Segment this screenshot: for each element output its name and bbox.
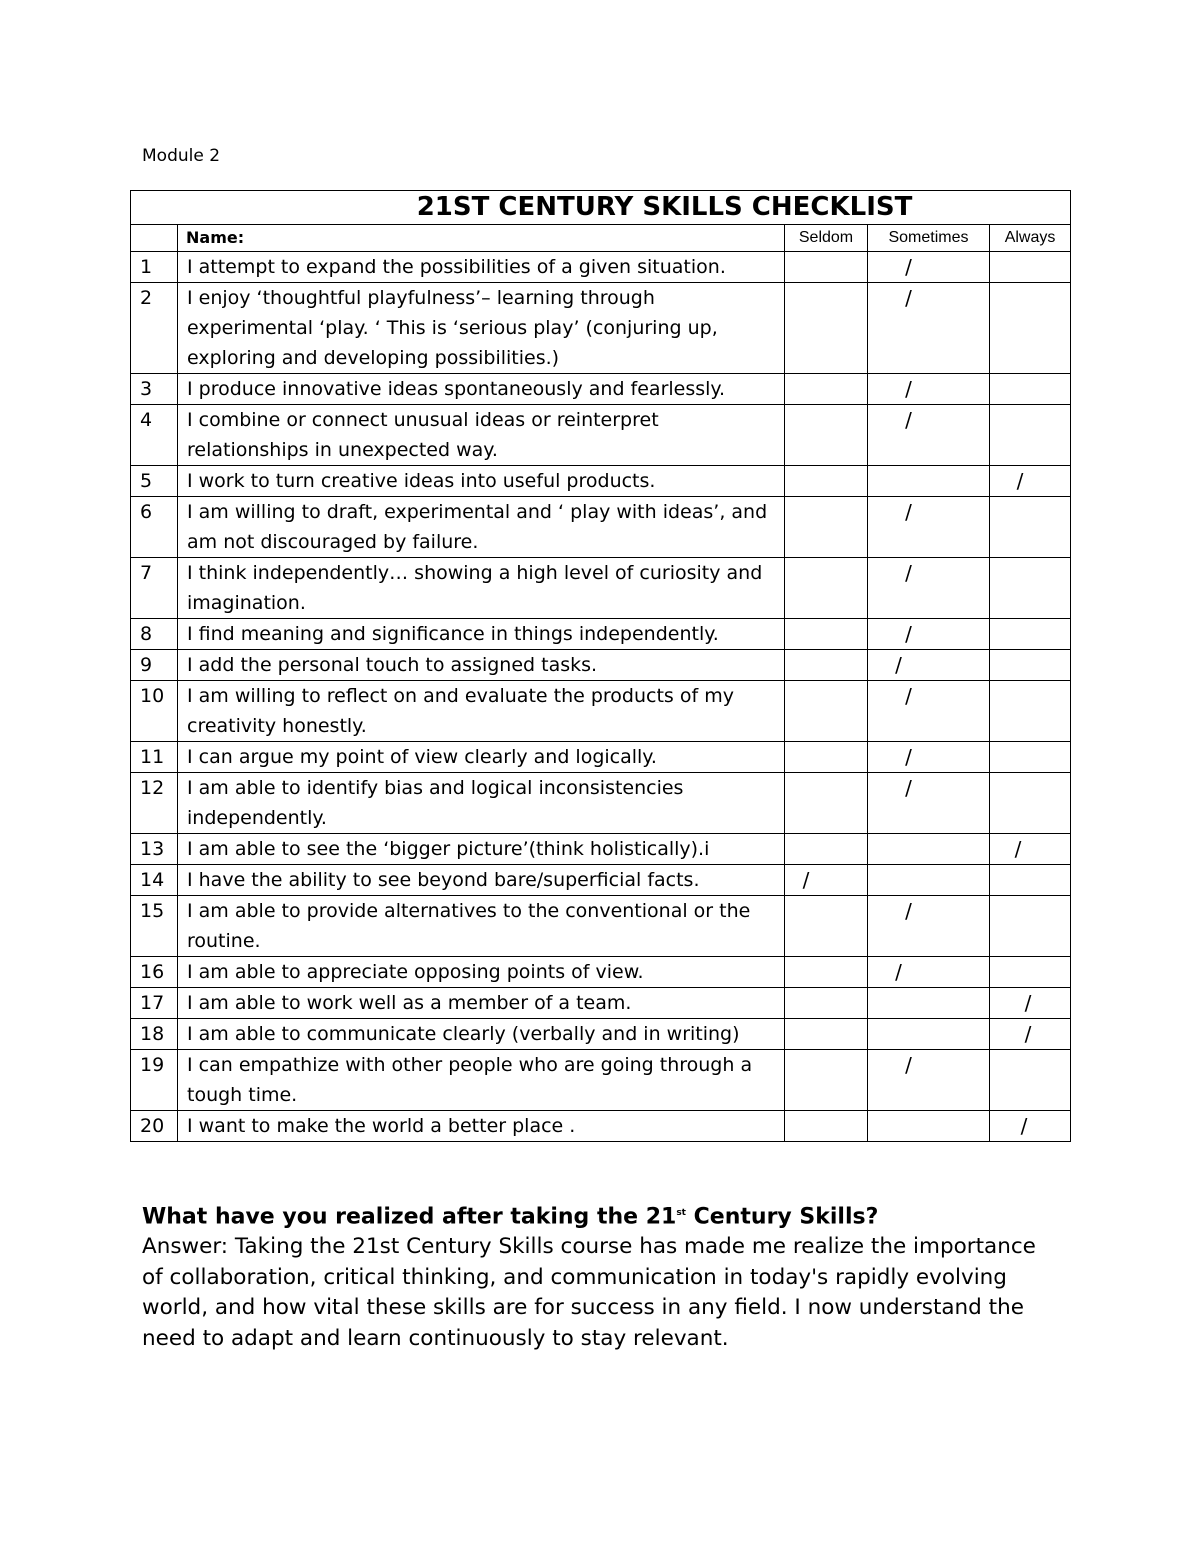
- rating-cell-sometimes: [868, 558, 990, 619]
- rating-cell-seldom: [785, 773, 868, 834]
- checklist-row: [131, 834, 1071, 865]
- rating-cell-seldom: [785, 283, 868, 374]
- item-number: 11: [131, 742, 178, 773]
- item-statement: I work to turn creative ideas into useful products.: [178, 466, 785, 497]
- item-number: 6: [131, 497, 178, 558]
- item-number: 4: [131, 405, 178, 466]
- rating-cell-seldom: [785, 988, 868, 1019]
- rating-cell-sometimes: [868, 834, 990, 865]
- item-number: 1: [131, 252, 178, 283]
- rating-cell-sometimes: [868, 988, 990, 1019]
- check-mark: /: [905, 684, 912, 708]
- check-mark: /: [1024, 991, 1032, 1015]
- item-statement: I find meaning and significance in things independently.: [178, 619, 785, 650]
- answer-paragraph: [142, 1232, 1042, 1354]
- item-statement: I attempt to expand the possibilities of a given situation.: [178, 252, 785, 283]
- checklist-row: [131, 681, 1071, 742]
- rating-cell-seldom: [785, 865, 868, 896]
- question-superscript: st: [676, 1208, 686, 1218]
- checklist-row: [131, 558, 1071, 619]
- rating-cell-always: [990, 773, 1071, 834]
- checklist-row: [131, 1111, 1071, 1142]
- item-statement: I am able to work well as a member of a team.: [178, 988, 785, 1019]
- item-number: 2: [131, 283, 178, 374]
- checklist-row: [131, 619, 1071, 650]
- rating-cell-sometimes: [868, 405, 990, 466]
- rating-cell-seldom: [785, 497, 868, 558]
- rating-cell-always: [990, 619, 1071, 650]
- checklist-row: [131, 252, 1071, 283]
- rating-cell-always: [990, 466, 1071, 497]
- number-header-cell: [131, 225, 178, 252]
- checklist-row: [131, 988, 1071, 1019]
- rating-cell-always: [990, 1111, 1071, 1142]
- question-text-prefix: What have you realized after taking the 21: [142, 1204, 677, 1230]
- item-statement: I think independently… showing a high level of curiosity and imagination.: [178, 558, 785, 619]
- rating-cell-seldom: [785, 619, 868, 650]
- rating-cell-seldom: [785, 650, 868, 681]
- rating-cell-seldom: [785, 252, 868, 283]
- checklist-row: [131, 466, 1071, 497]
- check-mark: /: [1024, 1022, 1032, 1046]
- item-number: 7: [131, 558, 178, 619]
- check-mark: /: [905, 377, 912, 401]
- checklist-row: [131, 1019, 1071, 1050]
- checklist-row: [131, 957, 1071, 988]
- checklist-row: [131, 896, 1071, 957]
- checklist-row: [131, 742, 1071, 773]
- rating-cell-always: [990, 558, 1071, 619]
- checklist-title: 21ST CENTURY SKILLS CHECKLIST: [416, 192, 913, 222]
- item-number: 3: [131, 374, 178, 405]
- rating-cell-seldom: [785, 1111, 868, 1142]
- check-mark: /: [905, 899, 912, 923]
- rating-cell-always: [990, 681, 1071, 742]
- item-statement: I am willing to draft, experimental and ‘ play with ideas’, and am not discouraged by failure.: [178, 497, 785, 558]
- check-mark: /: [905, 255, 912, 279]
- rating-cell-always: [990, 650, 1071, 681]
- rating-cell-always: [990, 834, 1071, 865]
- check-mark: /: [905, 408, 912, 432]
- item-statement: I am able to appreciate opposing points of view.: [178, 957, 785, 988]
- rating-cell-sometimes: [868, 742, 990, 773]
- rating-cell-always: [990, 1050, 1071, 1111]
- item-statement: I am willing to reflect on and evaluate the products of my creativity honestly.: [178, 681, 785, 742]
- item-statement: I am able to communicate clearly (verbally and in writing): [178, 1019, 785, 1050]
- check-mark: /: [905, 622, 912, 646]
- checklist-title-cell: [131, 191, 1071, 225]
- column-header-sometimes: Sometimes: [868, 225, 990, 252]
- item-statement: I add the personal touch to assigned tasks.: [178, 650, 785, 681]
- rating-cell-seldom: [785, 466, 868, 497]
- check-mark: /: [905, 561, 912, 585]
- checklist-row: [131, 1050, 1071, 1111]
- rating-cell-seldom: [785, 896, 868, 957]
- checklist-row: [131, 865, 1071, 896]
- rating-cell-always: [990, 742, 1071, 773]
- check-mark: /: [1020, 1114, 1028, 1138]
- rating-cell-seldom: [785, 957, 868, 988]
- rating-cell-sometimes: [868, 896, 990, 957]
- checklist-row: [131, 650, 1071, 681]
- check-mark: /: [802, 868, 810, 892]
- item-number: 12: [131, 773, 178, 834]
- item-number: 9: [131, 650, 178, 681]
- item-number: 18: [131, 1019, 178, 1050]
- rating-cell-always: [990, 374, 1071, 405]
- check-mark: /: [905, 286, 912, 310]
- item-number: 20: [131, 1111, 178, 1142]
- rating-cell-sometimes: [868, 1111, 990, 1142]
- item-statement: I am able to provide alternatives to the conventional or the routine.: [178, 896, 785, 957]
- item-number: 16: [131, 957, 178, 988]
- rating-cell-sometimes: [868, 374, 990, 405]
- rating-cell-seldom: [785, 681, 868, 742]
- item-statement: I want to make the world a better place .: [178, 1111, 785, 1142]
- check-mark: /: [1014, 837, 1022, 861]
- item-number: 10: [131, 681, 178, 742]
- answer-text: Taking the 21st Century Skills course has made me realize the importance of collaboration, critical thinking, and communication in today's rapidly evolving world, and how vital these skills are for success in any field. I now understand the need to adapt and learn continuously to stay relevant.: [142, 1234, 1036, 1351]
- rating-cell-sometimes: [868, 497, 990, 558]
- rating-cell-sometimes: [868, 773, 990, 834]
- rating-cell-seldom: [785, 742, 868, 773]
- answer-label: Answer:: [142, 1234, 229, 1260]
- rating-cell-always: [990, 497, 1071, 558]
- rating-cell-always: [990, 405, 1071, 466]
- item-statement: I can empathize with other people who are going through a tough time.: [178, 1050, 785, 1111]
- check-mark: /: [905, 500, 912, 524]
- item-statement: I produce innovative ideas spontaneously and fearlessly.: [178, 374, 785, 405]
- item-number: 17: [131, 988, 178, 1019]
- rating-cell-sometimes: [868, 1019, 990, 1050]
- check-mark: /: [905, 745, 912, 769]
- item-number: 15: [131, 896, 178, 957]
- check-mark: /: [895, 653, 902, 677]
- rating-cell-always: [990, 988, 1071, 1019]
- checklist-row: [131, 283, 1071, 374]
- item-number: 19: [131, 1050, 178, 1111]
- column-header-seldom: Seldom: [785, 225, 868, 252]
- check-mark: /: [1016, 469, 1024, 493]
- rating-cell-sometimes: [868, 619, 990, 650]
- rating-cell-sometimes: [868, 865, 990, 896]
- check-mark: /: [905, 776, 912, 800]
- column-header-row: [131, 225, 1071, 252]
- rating-cell-seldom: [785, 1019, 868, 1050]
- checklist-row: [131, 773, 1071, 834]
- module-label: Module 2: [142, 146, 221, 166]
- checklist-row: [131, 405, 1071, 466]
- question-text-suffix: Century Skills?: [686, 1204, 879, 1230]
- check-mark: /: [895, 960, 902, 984]
- check-mark: /: [905, 1053, 912, 1077]
- rating-cell-seldom: [785, 834, 868, 865]
- item-number: 14: [131, 865, 178, 896]
- item-statement: I enjoy ‘thoughtful playfulness’– learning through experimental ‘play. ‘ This is ‘serious play’ (conjuring up, exploring and developing possibilities.): [178, 283, 785, 374]
- checklist-row: [131, 497, 1071, 558]
- item-statement: I have the ability to see beyond bare/superficial facts.: [178, 865, 785, 896]
- rating-cell-sometimes: [868, 283, 990, 374]
- rating-cell-always: [990, 252, 1071, 283]
- rating-cell-seldom: [785, 1050, 868, 1111]
- rating-cell-sometimes: [868, 957, 990, 988]
- rating-cell-seldom: [785, 558, 868, 619]
- checklist-title-row: [131, 191, 1071, 225]
- item-number: 8: [131, 619, 178, 650]
- reflection-question: [142, 1198, 1042, 1232]
- item-number: 13: [131, 834, 178, 865]
- item-statement: I can argue my point of view clearly and logically.: [178, 742, 785, 773]
- rating-cell-always: [990, 1019, 1071, 1050]
- item-number: 5: [131, 466, 178, 497]
- rating-cell-sometimes: [868, 466, 990, 497]
- rating-cell-always: [990, 865, 1071, 896]
- rating-cell-sometimes: [868, 681, 990, 742]
- reflection-section: [142, 1198, 1042, 1354]
- item-statement: I am able to see the ‘bigger picture’(think holistically).i: [178, 834, 785, 865]
- rating-cell-sometimes: [868, 650, 990, 681]
- rating-cell-always: [990, 896, 1071, 957]
- column-header-always: Always: [990, 225, 1071, 252]
- rating-cell-always: [990, 283, 1071, 374]
- checklist-row: [131, 374, 1071, 405]
- rating-cell-sometimes: [868, 1050, 990, 1111]
- item-statement: I am able to identify bias and logical inconsistencies independently.: [178, 773, 785, 834]
- rating-cell-seldom: [785, 374, 868, 405]
- rating-cell-always: [990, 957, 1071, 988]
- rating-cell-sometimes: [868, 252, 990, 283]
- item-statement: I combine or connect unusual ideas or reinterpret relationships in unexpected way.: [178, 405, 785, 466]
- rating-cell-seldom: [785, 405, 868, 466]
- name-label: Name:: [178, 225, 785, 252]
- skills-checklist-table: [130, 190, 1071, 1142]
